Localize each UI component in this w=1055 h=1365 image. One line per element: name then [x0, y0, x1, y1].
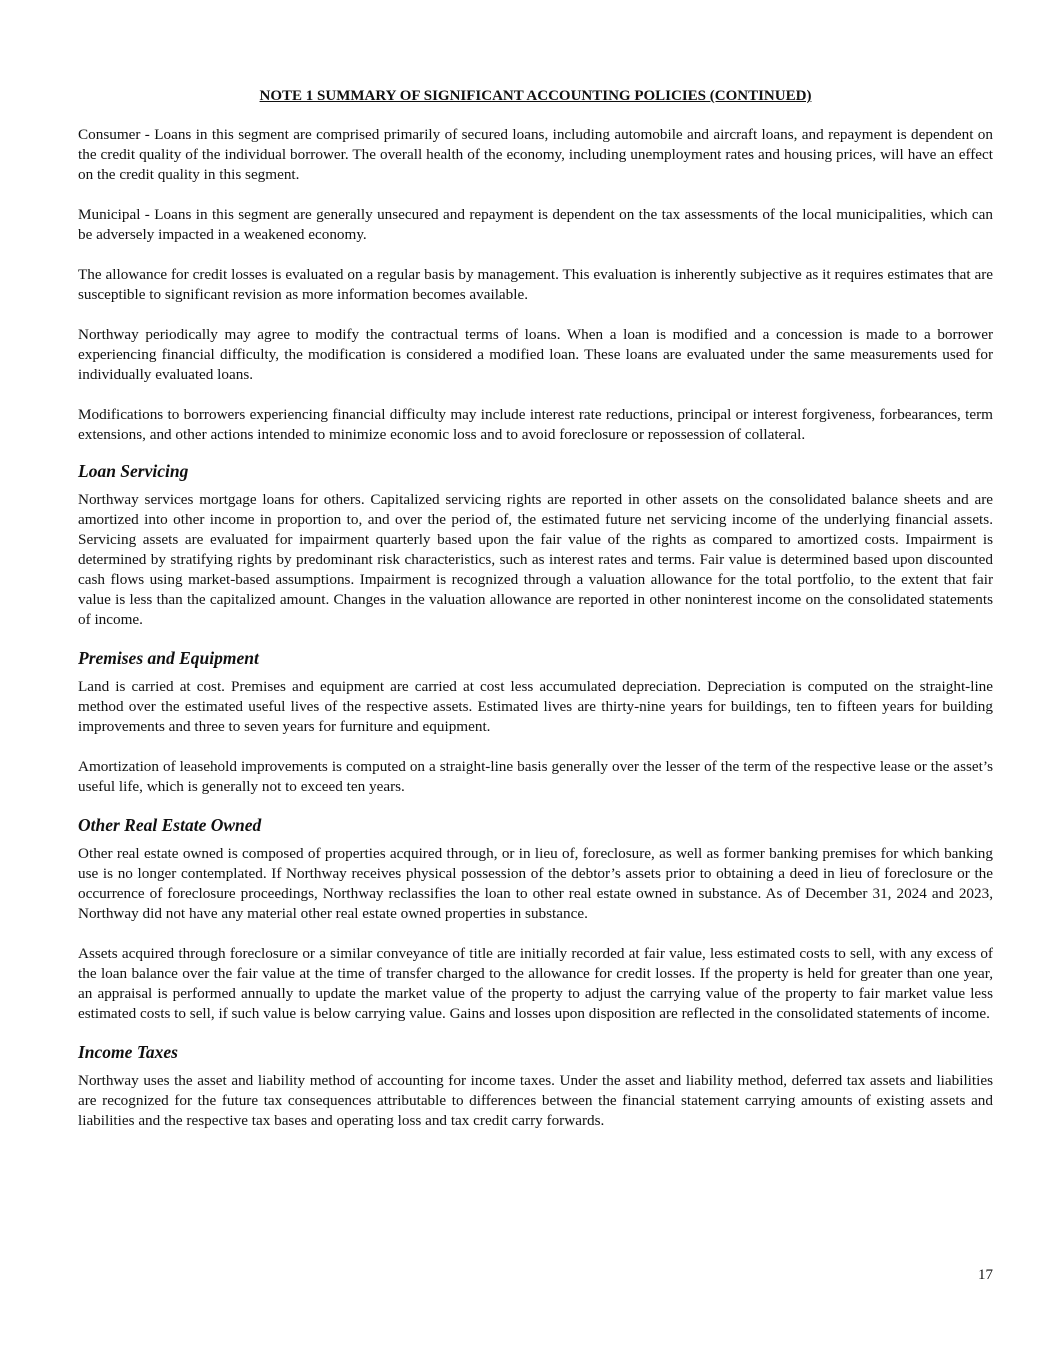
page-number: 17 [978, 1267, 993, 1283]
paragraph-loan-servicing: Northway services mortgage loans for others. Capitalized servicing rights are reported in other assets on the consolidated balance sheets and are amortized into other income in proportion to, and over the period of, the estimated future net servicing income of the underlying financial assets. Servicing assets are evaluated for impairment quarterly based upon the fair value of the rights as compared to amortized costs. Impairment is determined by stratifying rights by predominant risk characteristics, such as interest rates and terms. Fair value is determined based upon discounted cash flows using market-based assumptions. Impairment is recognized through a valuation allowance for the total portfolio, to the extent that fair value is less than the capitalized amount. Changes in the valuation allowance are reported in other noninterest income on the consolidated statements of income. [78, 491, 993, 628]
paragraph-consumer: Consumer - Loans in this segment are comprised primarily of secured loans, including automobile and aircraft loans, and repayment is dependent on the credit quality of the individual borrower. The overall health of the economy, including unemployment rates and housing prices, will have an effect on the credit quality in this segment. [78, 126, 993, 183]
heading-loan-servicing: Loan Servicing [78, 461, 189, 481]
paragraph-modify-loans: Northway periodically may agree to modify the contractual terms of loans. When a loan is modified and a concession is made to a borrower experiencing financial difficulty, the modification is considered a modified loan. These loans are evaluated under the same measurements used for individually evaluated loans. [78, 326, 993, 383]
paragraph-allowance: The allowance for credit losses is evaluated on a regular basis by management. This evaluation is inherently subjective as it requires estimates that are susceptible to significant revision as more information becomes available. [78, 266, 993, 303]
paragraph-premises-1: Land is carried at cost. Premises and equipment are carried at cost less accumulated depreciation. Depreciation is computed on the straight-line method over the estimated useful lives of the respective assets. Estimated lives are thirty-nine years for buildings, ten to fifteen years for building improvements and three to seven years for furniture and equipment. [78, 678, 993, 735]
paragraph-oreo-1: Other real estate owned is composed of properties acquired through, or in lieu of, foreclosure, as well as former banking premises for which banking use is no longer contemplated. If Northway receives physical possession of the debtor’s assets prior to obtaining a deed in lieu of foreclosure or the occurrence of foreclosure proceedings, Northway reclassifies the loan to other real estate owned in substance. As of December 31, 2024 and 2023, Northway did not have any material other real estate owned properties in substance. [78, 845, 993, 922]
paragraph-modifications: Modifications to borrowers experiencing financial difficulty may include interest rate reductions, principal or interest forgiveness, forbearances, term extensions, and other actions intended to minimize economic loss and to avoid foreclosure or repossession of collateral. [78, 406, 993, 443]
paragraph-premises-2: Amortization of leasehold improvements is computed on a straight-line basis generally over the lesser of the term of the respective lease or the asset’s useful life, which is generally not to exceed ten years. [78, 758, 993, 795]
document-page [78, 86, 993, 1151]
heading-other-real-estate: Other Real Estate Owned [78, 815, 262, 835]
note-title: NOTE 1 SUMMARY OF SIGNIFICANT ACCOUNTING POLICIES (CONTINUED) [259, 88, 812, 104]
paragraph-municipal: Municipal - Loans in this segment are generally unsecured and repayment is dependent on the tax assessments of the local municipalities, which can be adversely impacted in a weakened economy. [78, 206, 993, 243]
paragraph-income-taxes: Northway uses the asset and liability method of accounting for income taxes. Under the asset and liability method, deferred tax assets and liabilities are recognized for the future tax consequences attributable to differences between the financial statement carrying amounts of existing assets and liabilities and the respective tax bases and operating loss and tax credit carry forwards. [78, 1072, 993, 1129]
heading-income-taxes: Income Taxes [78, 1042, 178, 1062]
heading-premises-equipment: Premises and Equipment [78, 648, 259, 668]
paragraph-oreo-2: Assets acquired through foreclosure or a similar conveyance of title are initially recorded at fair value, less estimated costs to sell, with any excess of the loan balance over the fair value at the time of transfer charged to the allowance for credit losses. If the property is held for greater than one year, an appraisal is performed annually to update the market value of the property to adjust the carrying value of the property to fair market value less estimated costs to sell, if such value is below carrying value. Gains and losses upon disposition are reflected in the consolidated statements of income. [78, 945, 993, 1022]
